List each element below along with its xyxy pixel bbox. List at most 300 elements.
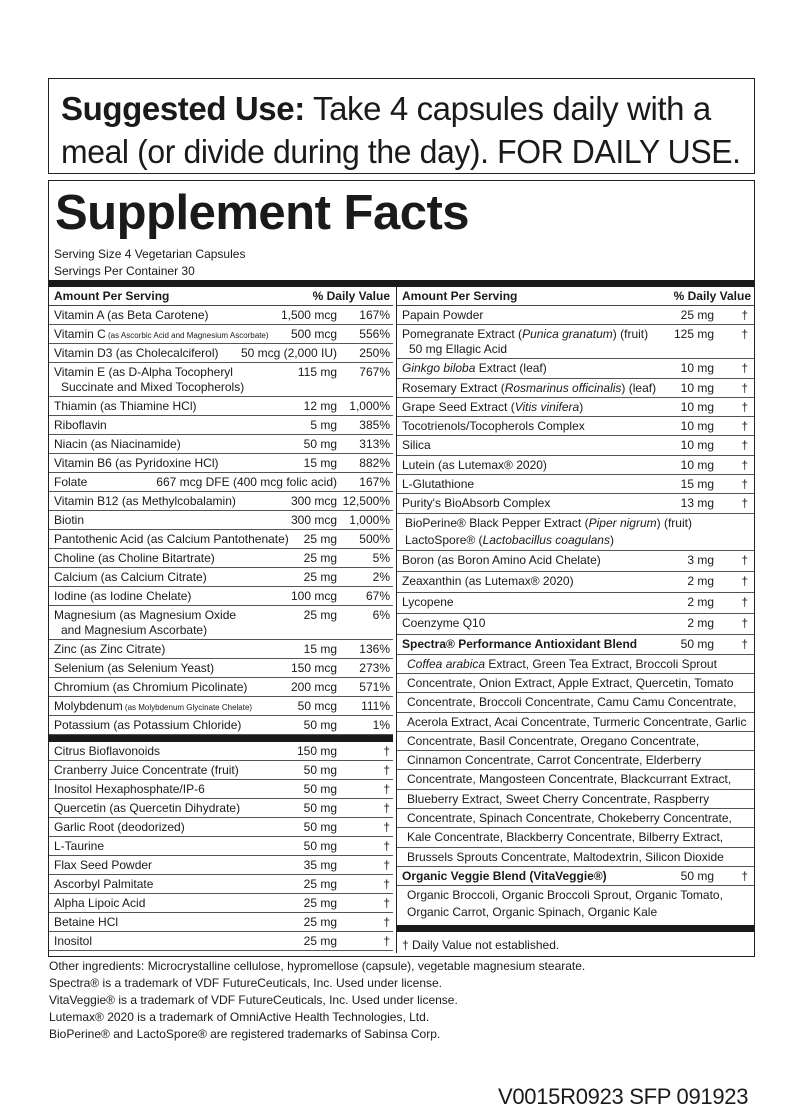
veggie-ingredients <box>397 886 754 921</box>
nutrient-daily-value: 136% <box>359 642 390 656</box>
nutrient-name-italic: Vitis vinifera <box>514 399 580 414</box>
spectra-blend-row <box>397 635 754 655</box>
nutrient-name-after: ) (leaf) <box>621 380 657 395</box>
nutrient-name-text: Flax Seed Powder <box>54 858 153 872</box>
nutrient-name <box>54 437 181 452</box>
nutrient-name-text: Selenium (as Selenium Yeast) <box>54 661 215 675</box>
nutrient-name <box>54 346 219 361</box>
nutrient-daily-value: † <box>741 615 748 630</box>
sub-ingredient-name <box>405 516 692 531</box>
nutrient-amount: 25 mg <box>303 570 337 584</box>
nutrient-amount: 13 mg <box>680 496 714 511</box>
nutrient-name-text: Citrus Bioflavonoids <box>54 744 161 758</box>
nutrient-name-text: Zeaxanthin (as Lutemax® 2020) <box>402 573 574 588</box>
facts-row <box>49 606 393 640</box>
nutrient-daily-value: † <box>741 552 748 567</box>
nutrient-daily-value: 1% <box>372 718 390 732</box>
facts-row <box>397 379 754 398</box>
nutrient-name-text: L-Glutathione <box>402 477 475 492</box>
facts-right-column <box>396 287 754 953</box>
nutrient-name <box>54 327 269 343</box>
nutrient-name <box>54 532 289 547</box>
facts-row <box>49 799 393 818</box>
facts-row <box>397 614 754 635</box>
nutrient-name-line-2: and Magnesium Ascorbate) <box>61 623 208 637</box>
nutrient-name-text: Zinc (as Zinc Citrate) <box>54 642 166 656</box>
sub-ingredient-italic: Piper nigrum <box>588 515 657 530</box>
nutrient-amount: 50 mg <box>303 820 337 834</box>
nutrient-daily-value: † <box>383 801 390 815</box>
nutrient-name <box>54 399 196 414</box>
left-dv-header: % Daily Value <box>312 289 390 303</box>
nutrient-daily-value: † <box>383 744 390 758</box>
spectra-line: Kale Concentrate, Blackberry Concentrate, Bilberry Extract, <box>397 828 754 847</box>
sub-ingredient-after: ) <box>609 532 614 547</box>
nutrient-amount: 10 mg <box>680 457 714 472</box>
nutrient-daily-value: 12,500% <box>342 494 390 508</box>
nutrient-name-line-2: 50 mg Ellagic Acid <box>409 342 508 357</box>
facts-row <box>397 436 754 455</box>
nutrient-name-text: Potassium (as Potassium Chloride) <box>54 718 242 732</box>
nutrient-name-line-2: Succinate and Mixed Tocopherols) <box>61 380 245 394</box>
nutrient-daily-value: † <box>741 361 748 376</box>
supplement-facts-panel <box>48 180 755 957</box>
nutrient-daily-value: 385% <box>359 418 390 432</box>
nutrient-amount: 15 mg <box>303 456 337 470</box>
nutrient-daily-value: † <box>383 839 390 853</box>
vitamin-mineral-rows <box>49 306 393 735</box>
nutrient-name <box>54 308 209 323</box>
nutrient-amount: 15 mg <box>680 477 714 492</box>
spectra-first-rest: Extract, Green Tea Extract, Broccoli Sprout <box>485 656 717 671</box>
facts-row <box>49 761 393 780</box>
facts-row <box>49 659 393 678</box>
nutrient-name <box>402 553 601 568</box>
facts-row <box>397 475 754 494</box>
nutrient-daily-value: 556% <box>359 327 390 341</box>
facts-row <box>397 551 754 572</box>
nutrient-name <box>402 400 583 415</box>
nutrient-daily-value: † <box>383 820 390 834</box>
spectra-name: Spectra® Performance Antioxidant Blend <box>402 636 638 651</box>
nutrient-name <box>54 661 214 676</box>
facts-row <box>397 417 754 436</box>
nutrient-daily-value: 882% <box>359 456 390 470</box>
nutrient-name <box>54 494 236 509</box>
facts-row <box>49 530 393 549</box>
nutrient-name <box>402 496 550 511</box>
facts-row <box>49 716 393 735</box>
facts-title: Supplement Facts <box>55 186 470 240</box>
nutrient-name-text: Pomegranate Extract ( <box>402 327 523 342</box>
trademark-lutemax: Lutemax® 2020 is a trademark of OmniActive Health Technologies, Ltd. <box>49 1010 430 1024</box>
facts-row <box>49 587 393 606</box>
nutrient-name-text: Folate <box>54 475 88 489</box>
nutrient-name-text: Niacin (as Niacinamide) <box>54 437 181 451</box>
nutrient-daily-value: † <box>383 934 390 948</box>
nutrient-daily-value: 67% <box>365 589 390 603</box>
nutrient-name <box>54 680 247 695</box>
nutrient-daily-value: † <box>383 763 390 777</box>
nutrient-daily-value: 2% <box>372 570 390 584</box>
nutrient-daily-value: † <box>741 419 748 434</box>
veggie-dv: † <box>741 868 748 883</box>
nutrient-name-text: Boron (as Boron Amino Acid Chelate) <box>402 552 601 567</box>
nutrient-name <box>54 365 244 395</box>
nutrient-daily-value: † <box>741 380 748 395</box>
nutrient-name <box>54 782 205 797</box>
nutrient-name-text: Lycopene <box>402 594 454 609</box>
nutrient-daily-value: 1,000% <box>349 399 390 413</box>
bioabsorb-sub-row <box>397 531 754 551</box>
nutrient-amount: 50 mcg (2,000 IU) <box>240 346 337 360</box>
nutrient-name <box>54 475 87 490</box>
nutrient-daily-value: 273% <box>359 661 390 675</box>
nutrient-name <box>54 418 107 433</box>
veggie-line-1: Organic Broccoli, Organic Broccoli Sprout, Organic Tomato, <box>407 887 723 902</box>
bioabsorb-sub-rows <box>397 514 754 551</box>
facts-row <box>49 837 393 856</box>
facts-row <box>49 397 393 416</box>
nutrient-name <box>54 551 215 566</box>
nutrient-amount: 300 mcg <box>290 494 337 508</box>
nutrient-name-text: Garlic Root (deodorized) <box>54 820 185 834</box>
nutrient-name-text: Lutein (as Lutemax® 2020) <box>402 457 547 472</box>
nutrient-name <box>54 801 240 816</box>
other-ingredient-rows <box>49 742 393 951</box>
nutrient-amount: 100 mcg <box>290 589 337 603</box>
left-amount-header: Amount Per Serving <box>54 289 170 303</box>
nutrient-name-text: Riboflavin <box>54 418 107 432</box>
trademark-vitaveggie: VitaVeggie® is a trademark of VDF FutureCeuticals, Inc. Used under license. <box>49 993 458 1007</box>
nutrient-name-text: Grape Seed Extract ( <box>402 399 515 414</box>
right-dv-header: % Daily Value <box>673 289 751 303</box>
nutrient-name-text: Extract (leaf) <box>475 361 547 376</box>
facts-row <box>49 454 393 473</box>
nutrient-amount: 150 mcg <box>290 661 337 675</box>
nutrient-name-after: ) <box>579 399 584 414</box>
suggested-use-line-2: meal (or divide during the day). FOR DAILY USE. <box>61 133 741 170</box>
facts-row <box>49 742 393 761</box>
nutrient-amount: 25 mg <box>303 934 337 948</box>
nutrient-daily-value: † <box>741 573 748 588</box>
left-column-header <box>49 287 393 306</box>
facts-row <box>49 932 393 951</box>
spectra-line: Concentrate, Mangosteen Concentrate, Blackcurrant Extract, <box>397 770 754 789</box>
nutrient-daily-value: † <box>383 877 390 891</box>
nutrient-name <box>54 858 152 873</box>
sub-ingredient-name <box>405 533 614 548</box>
nutrient-daily-value: † <box>741 399 748 414</box>
servings-per-container: Servings Per Container 30 <box>54 264 195 278</box>
nutrient-amount: 25 mg <box>303 551 337 565</box>
veggie-name: Organic Veggie Blend (VitaVeggie®) <box>402 868 607 883</box>
nutrient-name-text: Ascorbyl Palmitate <box>54 877 154 891</box>
sub-ingredient-italic: Lactobacillus coagulans <box>482 532 610 547</box>
nutrient-amount: 150 mg <box>296 744 337 758</box>
facts-row <box>49 856 393 875</box>
nutrient-name <box>402 381 656 396</box>
suggested-use-line-1 <box>61 87 742 130</box>
nutrient-amount: 2 mg <box>687 573 714 588</box>
nutrient-name-text: Vitamin B12 (as Methylcobalamin) <box>54 494 236 508</box>
facts-row <box>49 818 393 837</box>
nutrient-name <box>402 438 431 453</box>
nutrient-amount: 50 mg <box>303 718 337 732</box>
nutrient-name-text: Biotin <box>54 513 85 527</box>
suggested-use-box <box>48 78 755 174</box>
nutrient-daily-value: † <box>383 782 390 796</box>
nutrient-name-text: Calcium (as Calcium Citrate) <box>54 570 207 584</box>
nutrient-daily-value: † <box>741 477 748 492</box>
nutrient-amount: 5 mg <box>310 418 337 432</box>
left-section-rule <box>49 735 393 742</box>
nutrient-name-italic: Rosmarinus officinalis <box>504 380 622 395</box>
facts-row <box>49 473 393 492</box>
nutrient-name <box>54 570 207 585</box>
nutrient-daily-value: † <box>741 594 748 609</box>
nutrient-name <box>54 934 92 949</box>
right-footnote-rule <box>397 925 754 932</box>
spectra-line: Cinnamon Concentrate, Carrot Concentrate, Elderberry <box>397 751 754 770</box>
nutrient-daily-value: 571% <box>359 680 390 694</box>
nutrient-amount: 35 mg <box>303 858 337 872</box>
spectra-line: Acerola Extract, Acai Concentrate, Turmeric Concentrate, Garlic <box>397 713 754 732</box>
spectra-line: Brussels Sprouts Concentrate, Maltodextrin, Silicon Dioxide <box>397 848 754 867</box>
nutrient-daily-value: † <box>383 896 390 910</box>
nutrient-amount: 25 mg <box>303 608 337 622</box>
facts-row <box>397 398 754 417</box>
spectra-ingredient-lines <box>397 674 754 867</box>
nutrient-amount: 50 mg <box>303 763 337 777</box>
spectra-line: Concentrate, Broccoli Concentrate, Camu Camu Concentrate, <box>397 693 754 712</box>
nutrient-name-text: Silica <box>402 438 431 453</box>
nutrient-name-text: Vitamin A (as Beta Carotene) <box>54 308 209 322</box>
nutrient-name <box>54 915 118 930</box>
nutrient-name <box>402 419 585 434</box>
nutrient-name-text: Rosemary Extract ( <box>402 380 505 395</box>
nutrient-amount: 200 mcg <box>290 680 337 694</box>
nutrient-daily-value: 6% <box>372 608 390 622</box>
nutrient-name-text: Vitamin C <box>54 327 106 341</box>
sub-ingredient-text: BioPerine® Black Pepper Extract ( <box>405 515 589 530</box>
facts-left-column <box>49 287 393 951</box>
nutrient-daily-value: 1,000% <box>349 513 390 527</box>
nutrient-name <box>54 608 236 638</box>
nutrient-amount: 10 mg <box>680 438 714 453</box>
nutrient-daily-value: 167% <box>359 308 390 322</box>
nutrient-amount: 2 mg <box>687 615 714 630</box>
nutrient-name-text: Tocotrienols/Tocopherols Complex <box>402 419 585 434</box>
nutrient-amount: 667 mcg DFE (400 mcg folic acid) <box>156 475 337 489</box>
nutrient-name-text: Coenzyme Q10 <box>402 615 486 630</box>
nutrient-amount: 10 mg <box>680 419 714 434</box>
nutrient-name <box>54 513 84 528</box>
facts-row <box>49 511 393 530</box>
facts-row <box>49 325 393 344</box>
facts-row <box>397 359 754 378</box>
nutrient-name-text: Vitamin B6 (as Pyridoxine HCl) <box>54 456 219 470</box>
facts-row <box>49 780 393 799</box>
nutrient-amount: 125 mg <box>673 327 714 342</box>
spectra-first-italic: Coffea arabica <box>407 656 486 671</box>
veggie-blend-row <box>397 867 754 886</box>
nutrient-amount: 115 mg <box>297 365 337 379</box>
nutrient-daily-value: 250% <box>359 346 390 360</box>
facts-row <box>49 549 393 568</box>
nutrient-amount: 50 mg <box>303 782 337 796</box>
nutrient-daily-value: 5% <box>372 551 390 565</box>
nutrient-daily-value: † <box>741 308 748 322</box>
nutrient-amount: 50 mg <box>303 437 337 451</box>
nutrient-name-text: Chromium (as Chromium Picolinate) <box>54 680 248 694</box>
nutrient-name <box>54 763 239 778</box>
product-code: V0015R0923 SFP 091923 <box>498 1084 749 1109</box>
sub-ingredient-text: LactoSpore® ( <box>405 532 483 547</box>
facts-row <box>49 875 393 894</box>
nutrient-daily-value: † <box>741 438 748 453</box>
nutrient-name <box>54 839 104 854</box>
nutrient-name <box>402 574 574 589</box>
nutrient-amount: 500 mcg <box>290 327 337 341</box>
nutrient-amount: 50 mg <box>303 801 337 815</box>
nutrient-amount: 15 mg <box>303 642 337 656</box>
nutrient-name-italic: Punica granatum <box>522 327 613 342</box>
daily-value-footnote: † Daily Value not established. <box>402 937 560 952</box>
spectra-dv: † <box>741 636 748 651</box>
nutrient-name <box>402 361 547 376</box>
facts-row <box>49 913 393 932</box>
nutrient-name-text: Vitamin D3 (as Cholecalciferol) <box>54 346 219 360</box>
nutrient-name-text: Papain Powder <box>402 308 484 322</box>
nutrient-name <box>54 744 160 759</box>
nutrient-name <box>54 820 185 835</box>
nutrient-amount: 50 mg <box>303 839 337 853</box>
nutrient-name-text: Vitamin E (as D-Alpha Tocopheryl <box>54 365 233 379</box>
nutrient-name <box>54 896 145 911</box>
nutrient-amount: 50 mcg <box>297 699 337 713</box>
facts-row <box>49 435 393 454</box>
nutrient-name-text: Molybdenum <box>54 699 123 713</box>
nutrient-name-text: Inositol <box>54 934 93 948</box>
facts-row <box>49 416 393 435</box>
nutrient-amount: 12 mg <box>303 399 337 413</box>
sub-ingredient-after: ) (fruit) <box>656 515 692 530</box>
nutrient-daily-value: † <box>383 858 390 872</box>
nutrient-daily-value: 167% <box>359 475 390 489</box>
nutrient-name <box>54 456 219 471</box>
veggie-line-2: Organic Carrot, Organic Spinach, Organic Kale <box>407 904 658 919</box>
nutrient-amount: 25 mg <box>680 308 714 322</box>
nutrient-name-text: Purity's BioAbsorb Complex <box>402 496 551 511</box>
nutrient-name-text: Choline (as Choline Bitartrate) <box>54 551 215 565</box>
other-ingredients: Other ingredients: Microcrystalline cellulose, hypromellose (capsule), vegetable magnesium stearate. <box>49 959 586 973</box>
nutrient-daily-value: † <box>741 457 748 472</box>
facts-row <box>49 640 393 659</box>
facts-row <box>397 456 754 475</box>
nutrient-name <box>402 308 483 323</box>
facts-row <box>397 494 754 513</box>
spectra-line: Concentrate, Basil Concentrate, Oregano Concentrate, <box>397 732 754 751</box>
nutrient-name <box>54 699 252 715</box>
nutrient-name-text: Pantothenic Acid (as Calcium Pantothenate) <box>54 532 289 546</box>
nutrient-name <box>402 327 648 357</box>
nutrient-daily-value: 500% <box>359 532 390 546</box>
nutrient-name-text: Iodine (as Iodine Chelate) <box>54 589 192 603</box>
nutrient-daily-value: 313% <box>359 437 390 451</box>
nutrient-amount: 10 mg <box>680 361 714 376</box>
facts-row <box>49 492 393 511</box>
veggie-amount: 50 mg <box>680 868 714 883</box>
facts-row <box>49 568 393 587</box>
nutrient-name <box>402 616 485 631</box>
nutrient-amount: 25 mg <box>303 915 337 929</box>
nutrient-amount: 10 mg <box>680 380 714 395</box>
nutrient-name-italic: Ginkgo biloba <box>402 361 476 376</box>
spectra-line <box>397 655 754 674</box>
nutrient-daily-value: † <box>383 915 390 929</box>
facts-row <box>397 325 754 359</box>
facts-row <box>397 572 754 593</box>
nutrient-amount: 300 mcg <box>290 513 337 527</box>
spectra-line: Concentrate, Spinach Concentrate, Chokeberry Concentrate, <box>397 809 754 828</box>
nutrient-name-note: (as Molybdenum Glycinate Chelate) <box>122 703 253 712</box>
nutrient-amount: 25 mg <box>303 877 337 891</box>
nutrient-amount: 1,500 mcg <box>280 308 337 322</box>
facts-row <box>49 678 393 697</box>
right-amount-header: Amount Per Serving <box>402 289 518 303</box>
nutrient-name-text: L-Taurine <box>54 839 105 853</box>
nutrient-daily-value: 767% <box>359 365 390 379</box>
right-column-header <box>397 287 754 306</box>
nutrient-name-text: Alpha Lipoic Acid <box>54 896 146 910</box>
spectra-amount: 50 mg <box>680 636 714 651</box>
nutrient-name <box>54 589 191 604</box>
suggested-use-text-1: Take 4 capsules daily with a <box>304 90 711 127</box>
nutrient-name-text: Betaine HCl <box>54 915 119 929</box>
nutrient-daily-value: 111% <box>361 699 390 713</box>
header-rule <box>49 280 754 287</box>
nutrient-name <box>54 718 241 733</box>
nutrient-amount: 2 mg <box>687 594 714 609</box>
nutrient-name <box>402 458 547 473</box>
bioabsorb-sub-row <box>397 514 754 531</box>
nutrient-name-note: (as Ascorbic Acid and Magnesium Ascorbate) <box>105 331 269 340</box>
facts-row <box>397 593 754 614</box>
nutrient-amount: 3 mg <box>687 552 714 567</box>
right-ingredient-rows <box>397 306 754 514</box>
nutrient-name-after: ) (fruit) <box>612 327 649 342</box>
nutrient-name <box>402 477 474 492</box>
facts-row <box>397 306 754 325</box>
trademark-bioperine-lactospore: BioPerine® and LactoSpore® are registered trademarks of Sabinsa Corp. <box>49 1027 441 1041</box>
nutrient-daily-value: † <box>741 327 748 342</box>
serving-size: Serving Size 4 Vegetarian Capsules <box>54 247 246 261</box>
nutrient-amount: 10 mg <box>680 399 714 414</box>
facts-row <box>49 344 393 363</box>
trademark-spectra: Spectra® is a trademark of VDF FutureCeuticals, Inc. Used under license. <box>49 976 443 990</box>
nutrient-name-text: Cranberry Juice Concentrate (fruit) <box>54 763 239 777</box>
nutrient-daily-value: † <box>741 496 748 511</box>
facts-row <box>49 363 393 397</box>
suggested-use-heading: Suggested Use: <box>61 90 305 127</box>
nutrient-name-text: Quercetin (as Quercetin Dihydrate) <box>54 801 241 815</box>
right-ingredient-rows-b <box>397 551 754 635</box>
nutrient-name <box>54 642 165 657</box>
nutrient-name-text: Magnesium (as Magnesium Oxide <box>54 608 237 622</box>
nutrient-name <box>402 595 454 610</box>
facts-row <box>49 894 393 913</box>
